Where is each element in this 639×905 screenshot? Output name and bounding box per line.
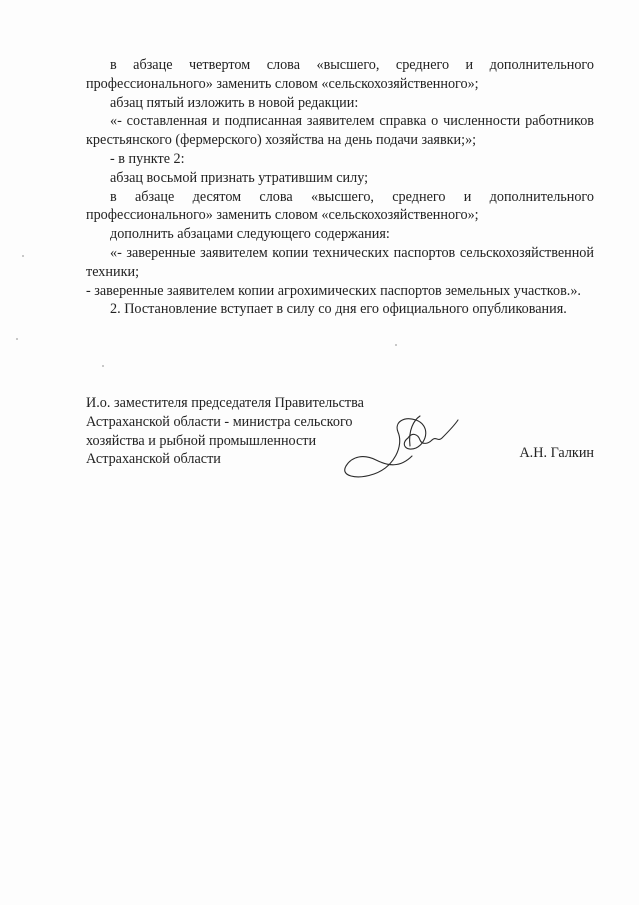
paragraph: в абзаце десятом слова «высшего, среднего и дополнительного профессионального» заменить словом «сельскохозяйственного»; bbox=[86, 188, 594, 224]
paragraph: 2. Постановление вступает в силу со дня его официального опубликования. bbox=[110, 301, 567, 318]
paragraph: дополнить абзацами следующего содержания: bbox=[110, 226, 390, 243]
scan-speck bbox=[22, 255, 24, 257]
scan-speck bbox=[395, 344, 397, 346]
scan-speck bbox=[102, 365, 104, 367]
signatory-title-line: хозяйства и рыбной промышленности bbox=[86, 432, 317, 449]
document-body bbox=[86, 56, 594, 319]
paragraph: в абзаце четвертом слова «высшего, среднего и дополнительного профессионального» заменить словом «сельскохозяйственного»; bbox=[86, 57, 594, 92]
paragraph: «- заверенные заявителем копии технических паспортов сельскохозяйственной техники; bbox=[86, 244, 594, 280]
handwritten-signature bbox=[338, 410, 468, 482]
signatory-title-line: И.о. заместителя председателя Правительства bbox=[86, 395, 364, 411]
paragraph: «- составленная и подписанная заявителем справка о численности работников крестьянского (фермерского) хозяйства на день подачи заявки;»; bbox=[86, 113, 594, 149]
paragraph: - в пункте 2: bbox=[110, 150, 185, 167]
signatory-title-line: Астраханской области bbox=[86, 451, 221, 468]
scan-speck bbox=[16, 338, 18, 340]
paragraph: абзац пятый изложить в новой редакции: bbox=[110, 94, 359, 111]
paragraph: - заверенные заявителем копии агрохимических паспортов земельных участков.». bbox=[86, 282, 581, 299]
paragraph: абзац восьмой признать утратившим силу; bbox=[110, 169, 369, 186]
signatory-title-line: Астраханской области - министра сельского bbox=[86, 413, 353, 430]
signatory-name: А.Н. Галкин bbox=[519, 445, 594, 461]
